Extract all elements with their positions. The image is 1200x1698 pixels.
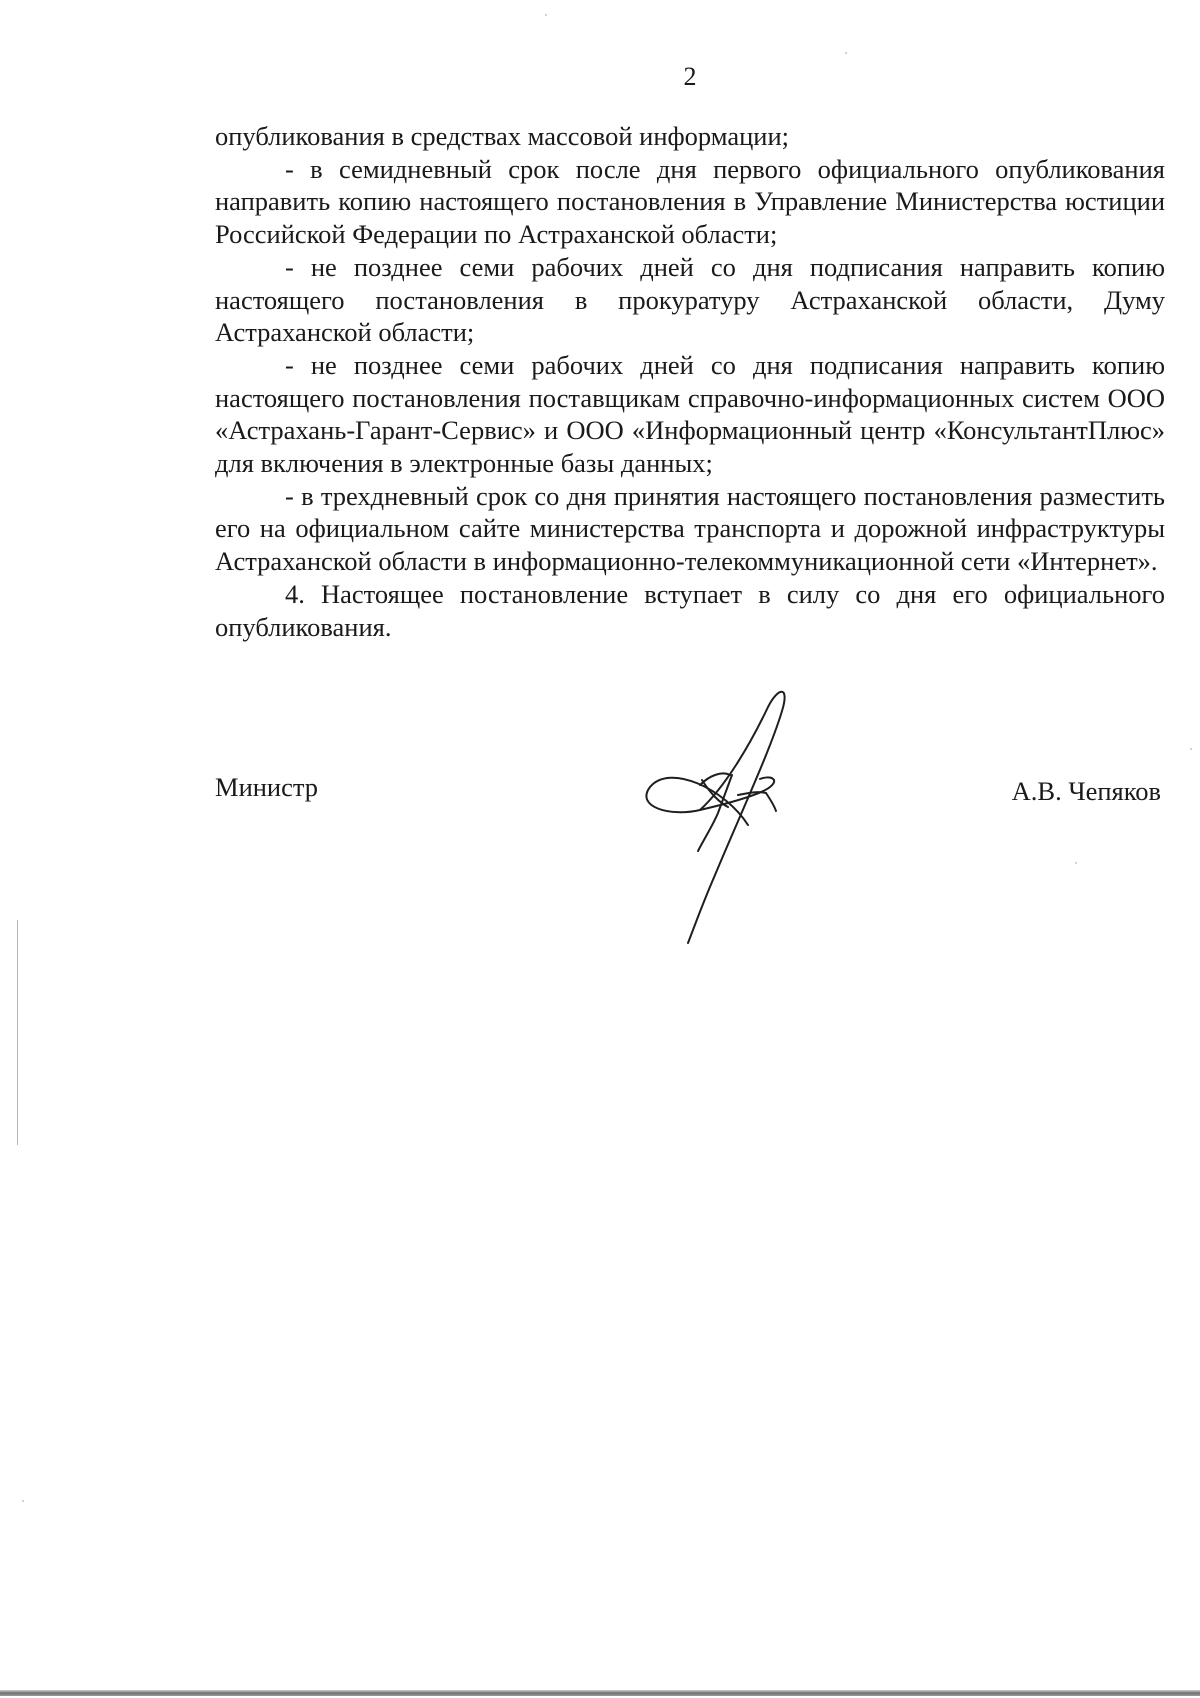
paragraph: 4. Настоящее постановление вступает в силу со дня его официального опубликования. — [215, 578, 1165, 642]
document-body — [215, 120, 1165, 643]
scan-speck — [1075, 862, 1077, 864]
scan-speck — [545, 14, 547, 16]
position-title: Министр — [215, 772, 319, 802]
scan-edge-artifact — [17, 920, 18, 1145]
handwritten-signature — [630, 675, 830, 955]
scan-speck — [845, 52, 847, 54]
scan-speck — [22, 1500, 24, 1502]
paragraph: - не позднее семи рабочих дней со дня подписания направить копию настоящего постановления в прокуратуру Астраханской области, Думу Астраханской области; — [215, 251, 1165, 348]
paragraph: - в семидневный срок после дня первого официального опубликования направить копию настоящего постановления в Управление Министерства юстиции Российской Федерации по Астраханской области; — [215, 153, 1165, 250]
paragraph: - не позднее семи рабочих дней со дня подписания направить копию настоящего постановления поставщикам справочно-информационных систем ООО «Астрахань-Гарант-Сервис» и ООО «Информационный центр «КонсультантПлюс» для включения в электронные базы данных; — [215, 349, 1165, 479]
paragraph: - в трехдневный срок со дня принятия настоящего постановления разместить его на официальном сайте министерства транспорта и дорожной инфраструктуры Астраханской области в информационно-телекоммуникационной сети «Интернет». — [215, 480, 1165, 577]
scan-speck — [1190, 748, 1192, 750]
page-number: 2 — [683, 62, 697, 91]
scan-bottom-edge — [0, 1690, 1200, 1696]
signatory-name: А.В. Чепяков — [1011, 776, 1161, 806]
paragraph: опубликования в средствах массовой информации; — [215, 121, 790, 151]
